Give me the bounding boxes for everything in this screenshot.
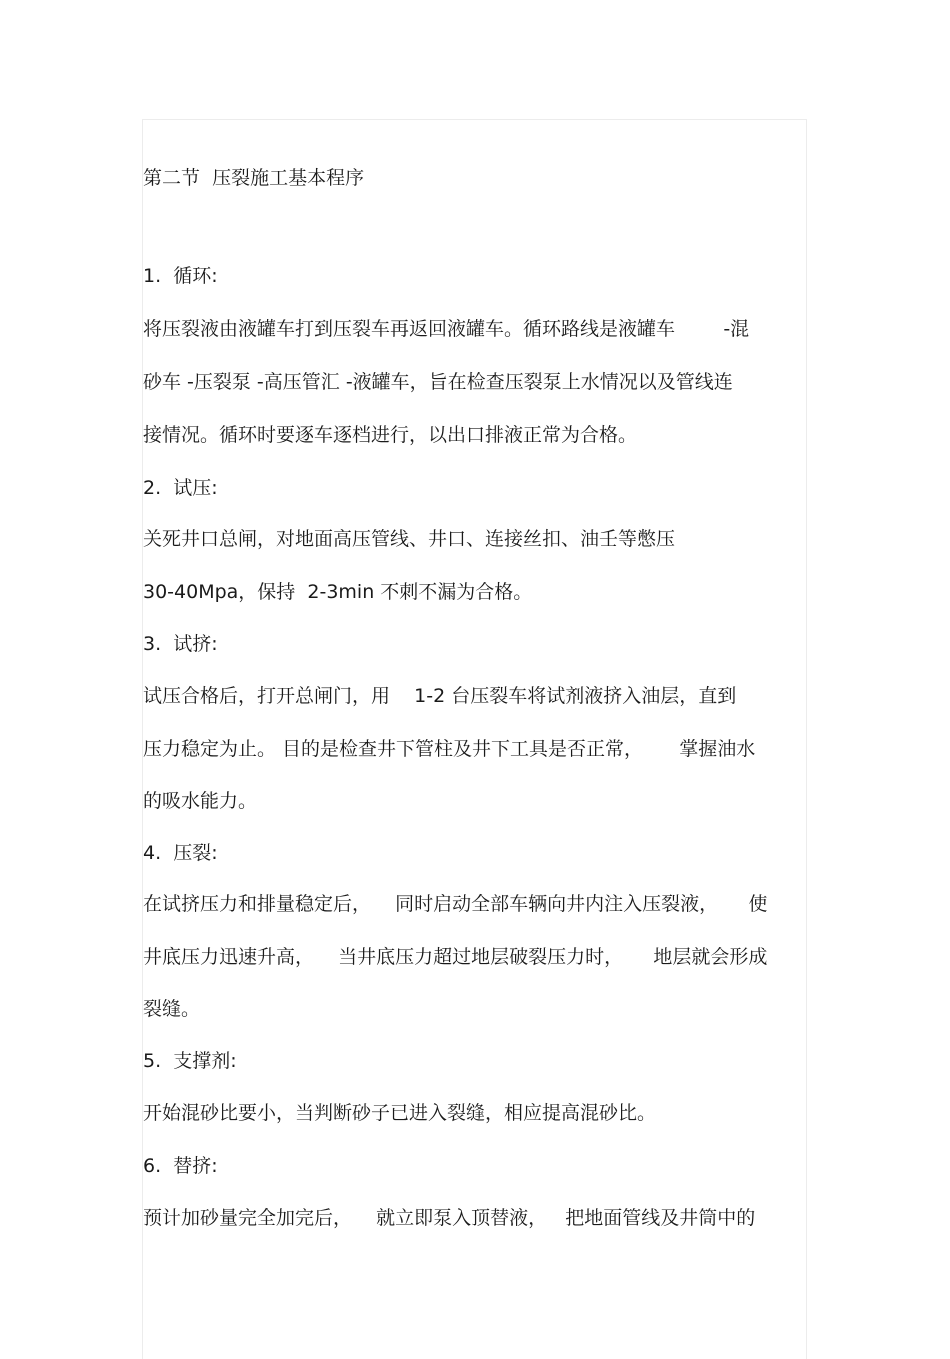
paragraph-line: 关死井口总闸，对地面高压管线、井口、连接丝扣、油壬等憋压 [143,528,676,550]
heading-pressure-test: 2. 试压: [143,477,218,499]
paragraph-line: 预计加砂量完全加完后， 就立即泵入顶替液， 把地面管线及井筒中的 [143,1207,756,1229]
section-title: 第二节 压裂施工基本程序 [143,167,365,189]
paragraph-line: 砂车 -压裂泵 -高压管汇 -液罐车，旨在检查压裂泵上水情况以及管线连 [143,371,733,393]
paragraph-line: 井底压力迅速升高， 当井底压力超过地层破裂压力时， 地层就会形成 [143,946,768,968]
paragraph-line: 将压裂液由液罐车打到压裂车再返回液罐车。循环路线是液罐车 -混 [143,318,750,340]
paragraph-line: 压力稳定为止。 目的是检查井下管柱及井下工具是否正常， 掌握油水 [143,738,756,760]
paragraph-line: 试压合格后，打开总闸门，用 1-2 台压裂车将试剂液挤入油层，直到 [143,685,737,707]
paragraph-line: 的吸水能力。 [143,790,258,812]
heading-displacement: 6. 替挤: [143,1155,218,1177]
paragraph-line: 裂缝。 [143,998,201,1020]
heading-fracturing: 4. 压裂: [143,842,218,864]
paragraph-line: 接情况。循环时要逐车逐档进行，以出口排液正常为合格。 [143,424,638,446]
heading-circulation: 1. 循环: [143,265,218,287]
heading-trial-injection: 3. 试挤: [143,633,218,655]
paragraph-line: 在试挤压力和排量稳定后， 同时启动全部车辆向井内注入压裂液， 使 [143,893,768,915]
paragraph-line: 开始混砂比要小，当判断砂子已进入裂缝，相应提高混砂比。 [143,1102,657,1124]
heading-proppant: 5. 支撑剂: [143,1050,237,1072]
paragraph-line: 30-40Mpa，保持 2-3min 不刺不漏为合格。 [143,581,533,603]
